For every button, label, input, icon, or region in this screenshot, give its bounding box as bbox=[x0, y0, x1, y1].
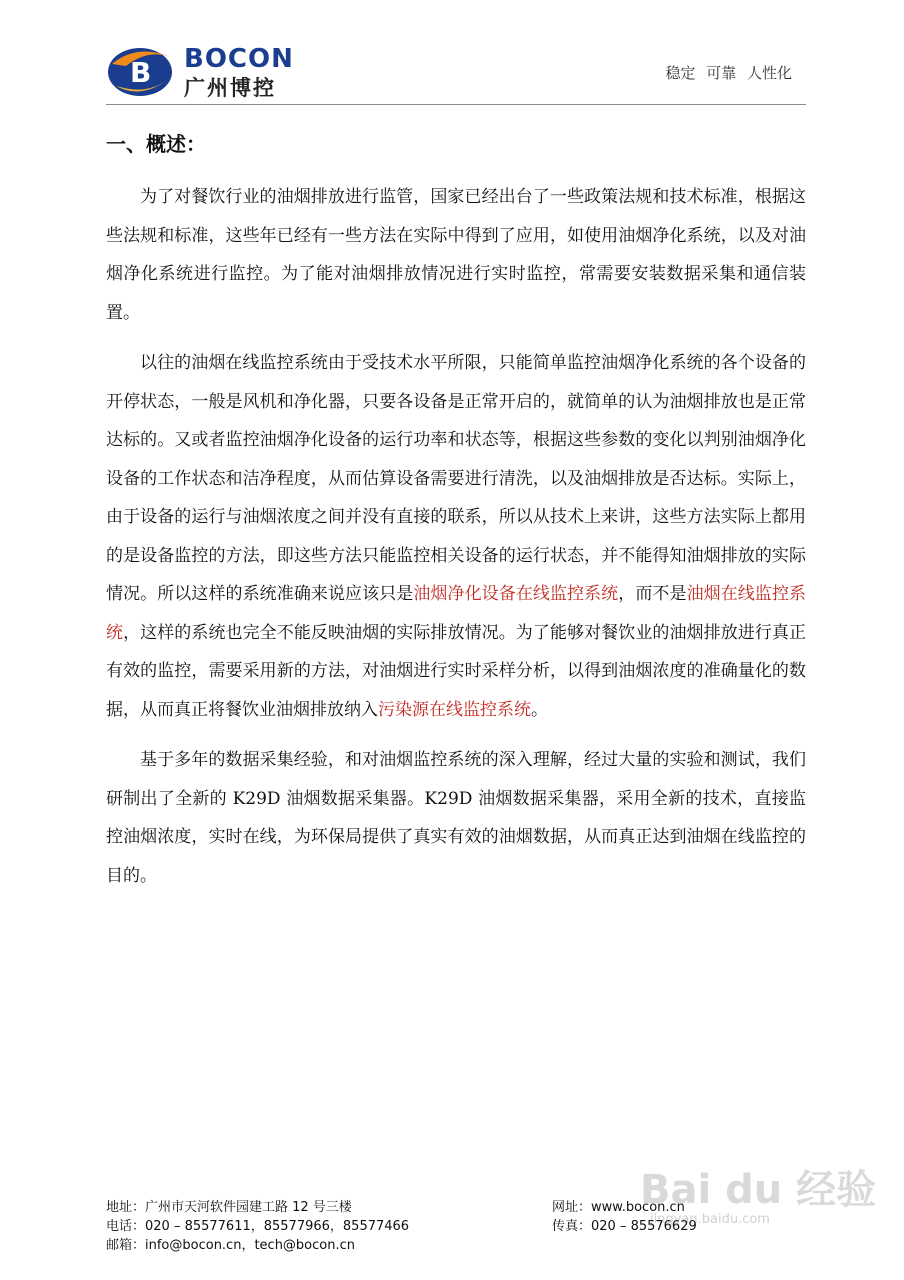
highlighted-term: 油烟在线监控系统 bbox=[106, 584, 807, 643]
company-slogan: 稳定 可靠 人性化 bbox=[665, 64, 792, 82]
bocon-logo bbox=[106, 40, 326, 100]
paragraph-1 bbox=[106, 178, 806, 332]
bocon-logo-icon bbox=[106, 42, 176, 98]
footer-address: 地址：广州市天河软件园建工路 12 号三楼 bbox=[106, 1200, 352, 1215]
baidu-watermark-url: jingyan.baidu.com bbox=[650, 1212, 770, 1227]
page-header bbox=[106, 40, 806, 104]
paragraph-text: ，这样的系统也完全不能反映油烟的实际排放情况。为了能够对餐饮业的油烟排放进行真正有效的监控，需要采用新的方法，对油烟进行实时采样分析，以得到油烟浓度的准确量化的数据，从而真正将餐饮业油烟排放纳入 bbox=[106, 622, 807, 720]
footer-email: 邮箱：info@bocon.cn，tech@bocon.cn bbox=[106, 1238, 355, 1253]
section-heading: 一、概述： bbox=[106, 132, 206, 156]
logo-english-name: BOCON bbox=[184, 44, 294, 74]
paragraph-text: 以往的油烟在线监控系统由于受技术水平所限，只能简单监控油烟净化系统的各个设备的开停状态，一般是风机和净化器，只要各设备是正常开启的，就简单的认为油烟排放也是正常达标的。又或者监控油烟净化设备的运行功率和状态等，根据这些参数的变化以判别油烟净化设备的工作状态和洁净程度，从而估算设备需要进行清洗，以及油烟排放是否达标。实际上，由于设备的运行与油烟浓度之间并没有直接的联系，所以从技术上来讲，这些方法实际上都用的是设备监控的方法，即这些方法只能监控相关设备的运行状态，并不能得知油烟排放的实际情况。所以这样的系统准确来说应该只是 bbox=[106, 353, 806, 604]
paragraph-text: 为了对餐饮行业的油烟排放进行监管，国家已经出台了一些政策法规和技术标准，根据这些法规和标准，这些年已经有一些方法在实际中得到了应用，如使用油烟净化系统，以及对油烟净化系统进行监控。为了能对油烟排放情况进行实时监控，常需要安装数据采集和通信装置。 bbox=[106, 187, 806, 323]
highlighted-term: 油烟净化设备在线监控系统 bbox=[413, 584, 619, 604]
logo-chinese-name: 广州博控 bbox=[184, 76, 276, 100]
baidu-watermark: Bai du 经验 bbox=[640, 1167, 877, 1213]
svg-text:B: B bbox=[130, 56, 152, 89]
paragraph-text: 基于多年的数据采集经验，和对油烟监控系统的深入理解，经过大量的实验和测试，我们研制出了全新的 K29D 油烟数据采集器。K29D 油烟数据采集器，采用全新的技术，直接监控油烟浓度，实时在线，为环保局提供了真实有效的油烟数据，从而真正达到油烟在线监控的目的。 bbox=[106, 750, 806, 886]
paragraph-text: 。 bbox=[531, 699, 548, 720]
footer-phone: 电话：020 – 85577611，85577966，85577466 bbox=[106, 1219, 410, 1234]
footer-fax: 传真：020 – 85576629 bbox=[552, 1219, 697, 1234]
paragraph-2 bbox=[106, 344, 806, 729]
body-text bbox=[106, 178, 806, 907]
footer-website: 网址：www.bocon.cn bbox=[552, 1200, 685, 1215]
paragraph-text: ，而不是 bbox=[618, 584, 687, 604]
header-divider bbox=[106, 104, 806, 105]
paragraph-3 bbox=[106, 741, 806, 895]
highlighted-term: 污染源在线监控系统 bbox=[378, 699, 531, 720]
